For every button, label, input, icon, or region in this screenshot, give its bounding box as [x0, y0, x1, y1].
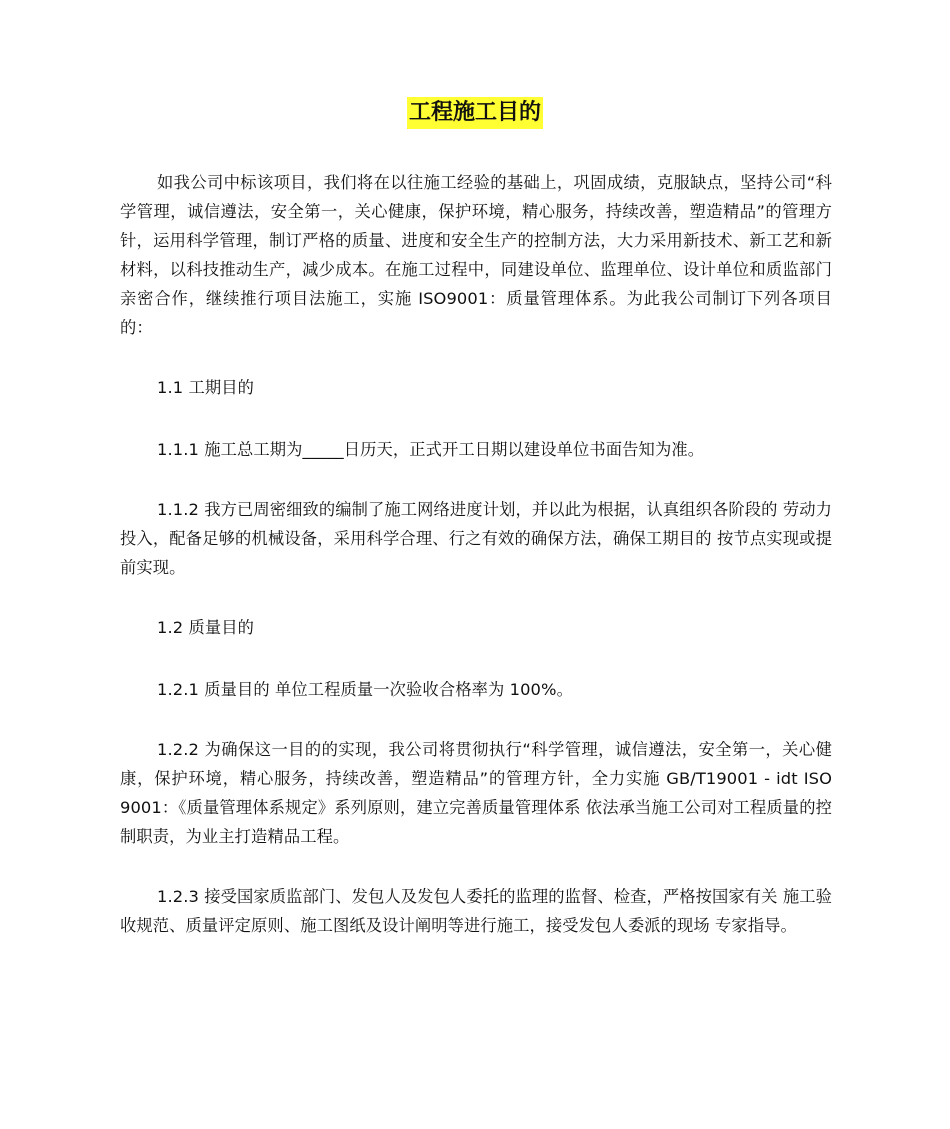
- section-heading-quality: 1.2 质量目的: [157, 618, 254, 637]
- intro-paragraph: 如我公司中标该项目，我们将在以往施工经验的基础上，巩固成绩，克服缺点，坚持公司“科学管理，诚信遵法，安全第一，关心健康，保护环境，精心服务，持续改善，塑造精品”的管理方针，运用科学管理，制订严格的质量、进度和安全生产的控制方法，大力采用新技术、新工艺和新材料，以科技推动生产，减少成本。在施工过程中，同建设单位、监理单位、设计单位和质监部门亲密合作，继续推行项目法施工，实施 ISO9001：质量管理体系。为此我公司制订下列各项目的：: [120, 173, 832, 337]
- document-title: 工程施工目的: [407, 97, 543, 129]
- paragraph-1-1-1: 1.1.1 施工总工期为_____日历天，正式开工日期以建设单位书面告知为准。: [157, 440, 705, 459]
- document-body: [120, 168, 832, 971]
- paragraph-1-2-3: 1.2.3 接受国家质监部门、发包人及发包人委托的监理的监督、检查，严格按国家有关 施工验收规范、质量评定原则、施工图纸及设计阐明等进行施工，接受发包人委派的现场 专家指导。: [120, 887, 832, 935]
- section-heading-schedule: 1.1 工期目的: [157, 378, 254, 397]
- paragraph-1-1-2: 1.1.2 我方已周密细致的编制了施工网络进度计划，并以此为根据，认真组织各阶段的 劳动力投入，配备足够的机械设备，采用科学合理、行之有效的确保方法，确保工期目的 按节点实现或提前实现。: [120, 500, 832, 577]
- paragraph-1-2-1: 1.2.1 质量目的 单位工程质量一次验收合格率为 100%。: [157, 680, 573, 699]
- paragraph-1-2-2: 1.2.2 为确保这一目的的实现，我公司将贯彻执行“科学管理，诚信遵法，安全第一，关心健康，保护环境，精心服务，持续改善，塑造精品”的管理方针，全力实施 GB/T19001 - idt ISO 9001：《质量管理体系规定》系列原则，建立完善质量管理体系 依法承当施工公司对工程质量的控制职责，为业主打造精品工程。: [120, 740, 832, 846]
- title-container: [0, 97, 950, 129]
